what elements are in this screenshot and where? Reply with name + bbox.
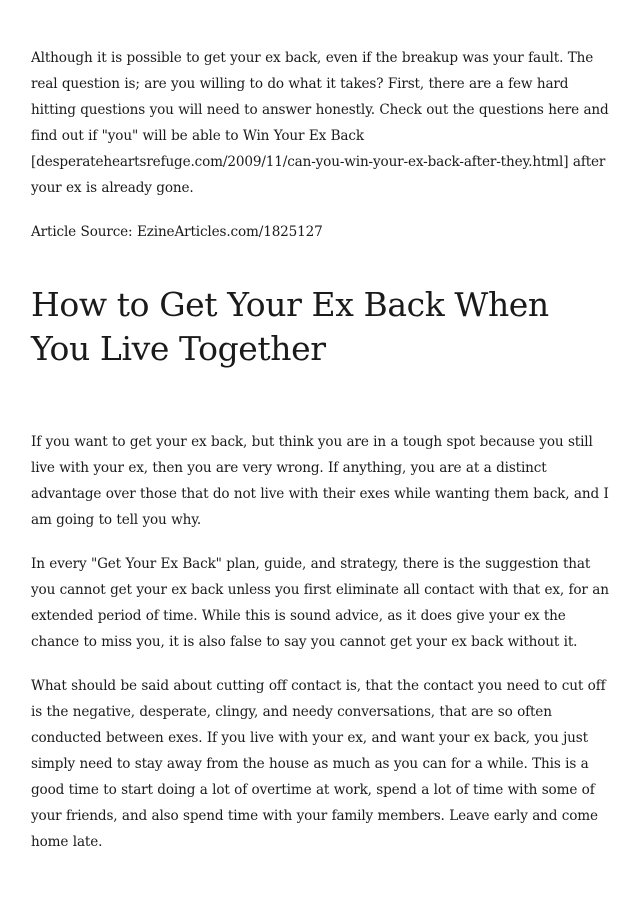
article-source: Article Source: EzineArticles.com/1825127 [31,224,323,240]
paragraph-live-together: If you want to get your ex back, but think you are in a tough spot because you still live with your ex, then you are very wrong. If anything, you are at a distinct advantage over those that do not live with their exes while wanting them back, and I am going to tell you why. [31,434,609,528]
paragraph-win-ex-back: Although it is possible to get your ex back, even if the breakup was your fault. The real question is; are you willing to do what it takes? First, there are a few hard hitting questions you will need to answer honestly. Check out the questions here and find out if "you" will be able to Win Your Ex Back [desperateheartsrefuge.com/2009/11/can-you-win-your-ex-back-after-they.html] after your ex is already gone. [31,50,609,196]
article-heading: How to Get Your Ex Back When You Live Together [31,285,549,368]
paragraph-cut-off-contact: What should be said about cutting off contact is, that the contact you need to cut off is the negative, desperate, clingy, and needy conversations, that are so often conducted between exes. If you live with your ex, and want your ex back, you just simply need to stay away from the house as much as you can for a while. This is a good time to start doing a lot of overtime at work, spend a lot of time with some of your friends, and also spend time with your family members. Leave early and come home late. [31,678,606,850]
paragraph-no-contact: In every "Get Your Ex Back" plan, guide, and strategy, there is the suggestion that you cannot get your ex back unless you first eliminate all contact with that ex, for an extended period of time. While this is sound advice, as it does give your ex the chance to miss you, it is also false to say you cannot get your ex back without it. [31,556,609,650]
article-body [31,45,611,855]
